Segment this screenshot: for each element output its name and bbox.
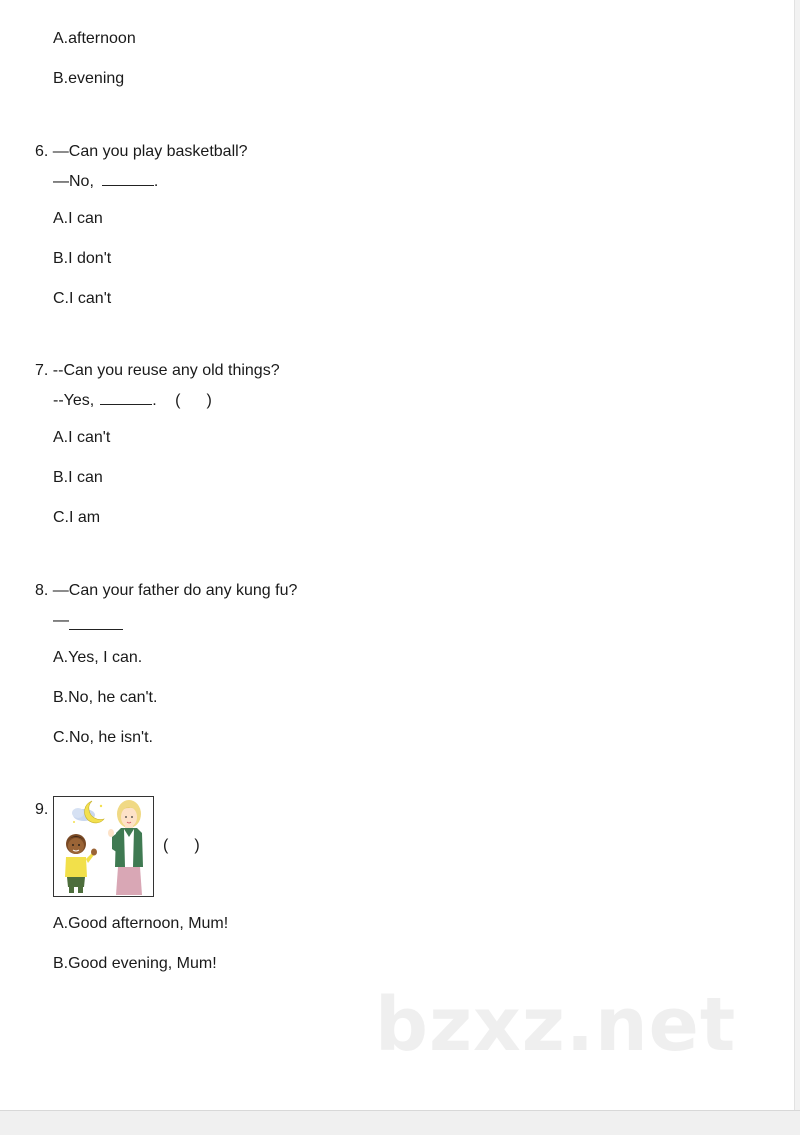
q8-number: 8.: [35, 582, 49, 599]
q7-paren-open: (: [175, 392, 181, 409]
q9-answer-bracket[interactable]: [163, 836, 200, 856]
q8-question: [35, 581, 297, 601]
q8-option-c[interactable]: C.No, he isn't.: [53, 729, 153, 746]
mother-face: [121, 807, 137, 827]
site-watermark: bzxz.net: [375, 982, 737, 1068]
q8-answer-line: [53, 609, 123, 631]
q6-answer-prefix: —No,: [53, 173, 94, 190]
q8-option-b[interactable]: B.No, he can't.: [53, 689, 158, 706]
q6-answer-suffix: .: [153, 173, 159, 190]
q7-option-b[interactable]: B.I can: [53, 469, 103, 486]
evening-greeting-illustration: [54, 797, 153, 896]
q8-answer-prefix: —: [53, 612, 69, 629]
q6-option-b[interactable]: B.I don't: [53, 250, 112, 267]
q7-answer-suffix: .: [152, 392, 157, 409]
mother-hand: [108, 829, 114, 837]
q7-option-a[interactable]: A.I can't: [53, 429, 111, 446]
q9-number: 9.: [35, 801, 49, 818]
q6-question: [35, 142, 248, 162]
q7-answer-line: [53, 389, 212, 411]
q9-paren-open: (: [163, 837, 169, 854]
q5-option-b[interactable]: B.evening: [53, 70, 125, 87]
q6-answer-line: [53, 170, 158, 192]
q5-option-a[interactable]: A.afternoon: [53, 30, 136, 47]
q7-question: [35, 361, 280, 381]
q7-question-text: --Can you reuse any old things?: [52, 362, 280, 379]
boy-waving-hand: [91, 849, 97, 856]
page-bottom-band: [0, 1110, 800, 1135]
q9-paren-close: ): [194, 837, 200, 854]
q8-option-a[interactable]: A.Yes, I can.: [53, 649, 143, 666]
q7-option-c[interactable]: C.I am: [53, 509, 101, 526]
q7-answer-blank[interactable]: [100, 389, 152, 405]
q7-answer-prefix: --Yes,: [53, 392, 95, 409]
q9-option-a[interactable]: A.Good afternoon, Mum!: [53, 915, 229, 932]
q6-option-c[interactable]: C.I can't: [53, 290, 112, 307]
mother-skirt: [116, 867, 142, 895]
moon-icon: [85, 801, 104, 823]
q7-number: 7.: [35, 362, 49, 379]
q6-option-a[interactable]: A.I can: [53, 210, 103, 227]
page-right-edge: [794, 0, 800, 1110]
q8-answer-blank[interactable]: [69, 614, 123, 630]
q6-number: 6.: [35, 143, 49, 160]
q8-question-text: —Can your father do any kung fu?: [52, 582, 298, 599]
q7-paren-close: ): [206, 392, 212, 409]
q6-answer-blank[interactable]: [102, 170, 154, 186]
q6-question-text: —Can you play basketball?: [52, 143, 248, 160]
q9-option-b[interactable]: B.Good evening, Mum!: [53, 955, 217, 972]
q7-answer-bracket[interactable]: [175, 391, 212, 411]
boy-shirt: [65, 857, 87, 877]
q9-picture: [53, 796, 154, 897]
